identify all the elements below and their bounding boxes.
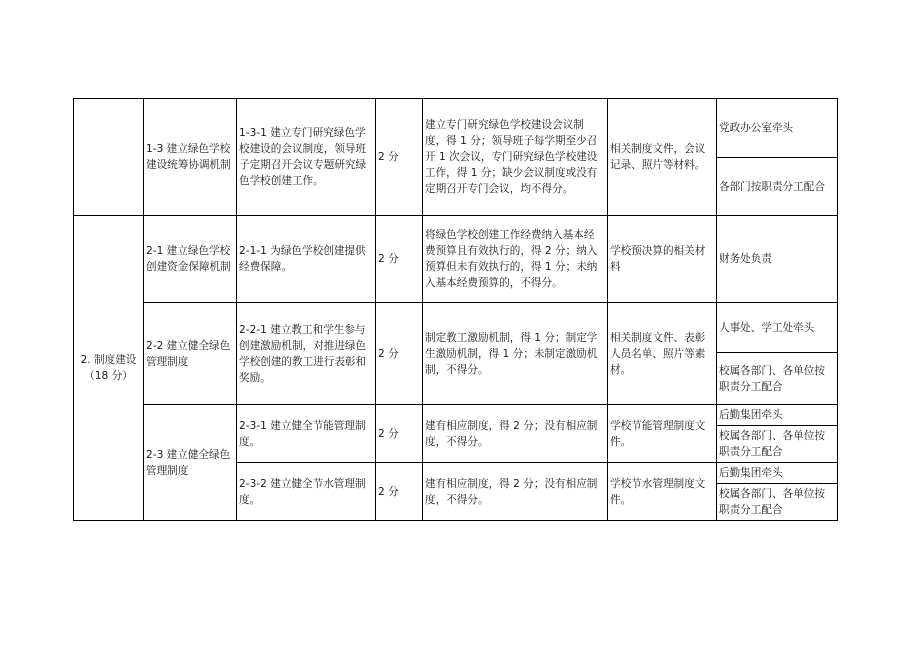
score-cell: 2 分 xyxy=(376,216,423,303)
standard-cell: 2-1-1 为绿色学校创建提供经费保障。 xyxy=(237,216,376,303)
standard-cell: 2-3-1 建立健全节能管理制度。 xyxy=(237,405,376,463)
department-cell: 后勤集团牵头 xyxy=(717,405,838,426)
standard-cell: 2-3-2 建立健全节水管理制度。 xyxy=(237,463,376,521)
item-cell: 2-3 建立健全绿色管理制度 xyxy=(144,405,237,521)
score-cell: 2 分 xyxy=(376,303,423,405)
department-cell: 校属各部门、各单位按职责分工配合 xyxy=(717,426,838,463)
evidence-cell: 学校节水管理制度文件。 xyxy=(608,463,717,521)
evidence-cell: 相关制度文件，会议记录、照片等材料。 xyxy=(608,99,717,216)
department-cell: 财务处负责 xyxy=(717,216,838,303)
evidence-cell: 相关制度文件、表彰人员名单、照片等素材。 xyxy=(608,303,717,405)
department-cell: 党政办公室牵头 xyxy=(717,99,838,158)
table-row xyxy=(74,303,838,353)
rule-cell: 建有相应制度，得 2 分；没有相应制度，不得分。 xyxy=(423,463,608,521)
department-cell: 人事处、学工处牵头 xyxy=(717,303,838,353)
item-cell: 2-2 建立健全绿色管理制度 xyxy=(144,303,237,405)
table-row xyxy=(74,216,838,303)
rule-cell: 制定教工激励机制，得 1 分；制定学生激励机制，得 1 分；未制定激励机制，不得分。 xyxy=(423,303,608,405)
table-row xyxy=(74,99,838,158)
evidence-cell: 学校节能管理制度文件。 xyxy=(608,405,717,463)
department-cell: 后勤集团牵头 xyxy=(717,463,838,484)
table-row xyxy=(74,405,838,426)
item-cell: 1-3 建立绿色学校建设统筹协调机制 xyxy=(144,99,237,216)
department-cell: 校属各部门、各单位按职责分工配合 xyxy=(717,353,838,405)
department-cell: 校属各部门、各单位按职责分工配合 xyxy=(717,484,838,521)
rule-cell: 建有相应制度，得 2 分；没有相应制度，不得分。 xyxy=(423,405,608,463)
score-cell: 2 分 xyxy=(376,463,423,521)
department-cell: 各部门按职责分工配合 xyxy=(717,158,838,216)
evidence-cell: 学校预决算的相关材料 xyxy=(608,216,717,303)
category-cell-blank xyxy=(74,99,144,216)
score-cell: 2 分 xyxy=(376,405,423,463)
score-cell: 2 分 xyxy=(376,99,423,216)
standard-cell: 2-2-1 建立教工和学生参与创建激励机制，对推进绿色学校创建的教工进行表彰和奖励。 xyxy=(237,303,376,405)
standard-cell: 1-3-1 建立专门研究绿色学校建设的会议制度，领导班子定期召开会议专题研究绿色学校创建工作。 xyxy=(237,99,376,216)
item-cell: 2-1 建立绿色学校创建资金保障机制 xyxy=(144,216,237,303)
rule-cell: 建立专门研究绿色学校建设会议制度，得 1 分；领导班子每学期至少召开 1 次会议，专门研究绿色学校建设工作，得 1 分；缺少会议制度或没有定期召开专门会议，均不得分。 xyxy=(423,99,608,216)
evaluation-table xyxy=(73,98,838,521)
rule-cell: 将绿色学校创建工作经费纳入基本经费预算且有效执行的，得 2 分；纳入预算但未有效执行的，得 1 分；未纳入基本经费预算的，不得分。 xyxy=(423,216,608,303)
category-cell: 2. 制度建设（18 分） xyxy=(74,216,144,521)
